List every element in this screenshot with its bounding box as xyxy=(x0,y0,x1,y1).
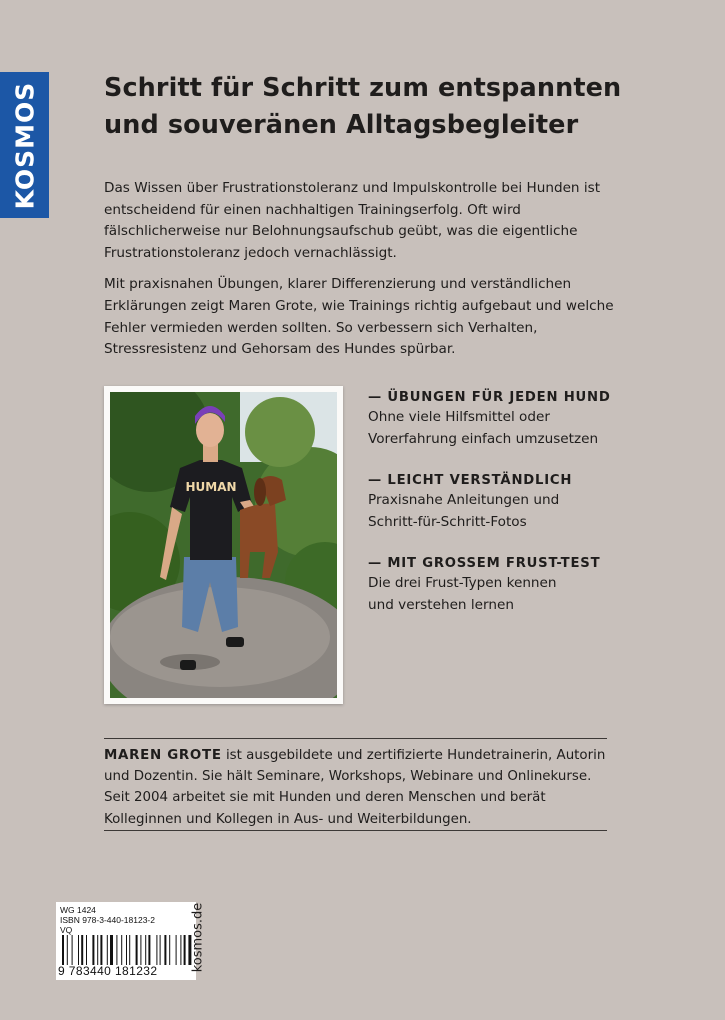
headline-line-2: und souveränen Alltagsbegleiter xyxy=(104,110,579,140)
isbn-text: ISBN 978-3-440-18123-2 xyxy=(60,915,155,925)
kosmos-logo-text: KOSMOS xyxy=(10,81,39,209)
shirt-text: HUMAN xyxy=(185,480,237,494)
website-url-text: kosmos.de xyxy=(190,902,206,973)
feature-description-line: Ohne viele Hilfsmittel oder xyxy=(368,409,550,425)
divider-bottom xyxy=(104,830,607,831)
intro-text xyxy=(104,178,624,371)
feature-list xyxy=(368,388,648,637)
feature-description-line: und verstehen lernen xyxy=(368,596,514,613)
barcode-area xyxy=(56,902,196,980)
author-photo-image xyxy=(110,392,337,698)
author-bio xyxy=(104,745,609,830)
feature-description-line: Schritt-für-Schritt-Fotos xyxy=(368,513,527,530)
divider-top xyxy=(104,738,607,739)
product-group: WG 1424 xyxy=(60,905,96,915)
feature-item xyxy=(368,554,648,616)
feature-item xyxy=(368,471,648,533)
vq-code: VQ xyxy=(60,925,73,935)
barcode-digits: 9 783440 181232 xyxy=(58,964,158,978)
author-photo xyxy=(104,386,343,704)
feature-item xyxy=(368,388,648,450)
feature-description-line: Praxisnahe Anleitungen und xyxy=(368,492,560,508)
intro-paragraph-1: Das Wissen über Frustrationstoleranz und Impulskontrolle bei Hunden ist entscheidend für einen nachhaltigen Trainingserfolg. Oft wird fälschlicherweise nur Belohnungsaufschub geübt, was die eigentliche Frustrationstoleranz jedoch vernachlässigt. xyxy=(104,180,601,261)
author-bio-text: ist ausgebildete und zertifizierte Hundetrainerin, Autorin und Dozentin. Sie hält Seminare, Workshops, Webinare und Onlinekurse. Seit 2004 arbeitet sie mit Hunden und deren Menschen und berät Kolleginnen und Kollegen in Aus- und Weiterbildungen. xyxy=(104,748,606,827)
feature-description xyxy=(368,407,648,450)
author-name: MAREN GROTE xyxy=(104,748,222,763)
feature-description xyxy=(368,573,648,616)
intro-paragraph-2: Mit praxisnahen Übungen, klarer Differenzierung und verständlichen Erklärungen zeigt Maren Grote, wie Trainings richtig aufgebaut und welche Fehler vermieden werden sollten. So verbessern sich Verhalten, Stressresistenz und Gehorsam des Hundes spürbar. xyxy=(104,276,614,358)
feature-title: — MIT GROSSEM FRUST-TEST xyxy=(368,556,601,571)
feature-description-line: Vorerfahrung einfach umzusetzen xyxy=(368,430,599,447)
headline-line-1: Schritt für Schritt zum entspannten xyxy=(104,73,622,103)
feature-description xyxy=(368,490,648,533)
feature-description-line: Die drei Frust-Typen kennen xyxy=(368,575,557,591)
feature-title: — ÜBUNGEN FÜR JEDEN HUND xyxy=(368,390,611,405)
kosmos-logo xyxy=(0,72,49,218)
barcode-bars xyxy=(62,935,194,965)
feature-title: — LEICHT VERSTÄNDLICH xyxy=(368,473,573,488)
headline xyxy=(104,70,664,144)
